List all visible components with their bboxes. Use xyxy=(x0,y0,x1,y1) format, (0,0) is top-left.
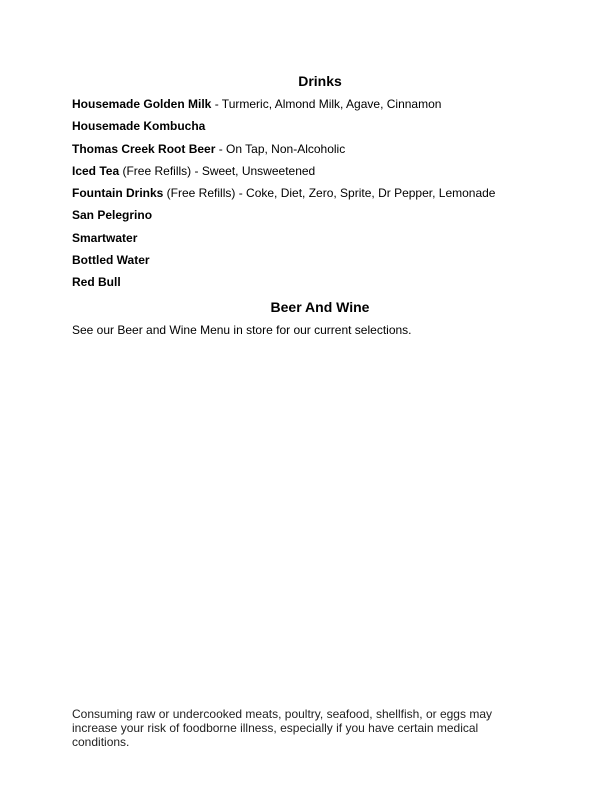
drinks-list xyxy=(72,97,572,297)
drinks-heading: Drinks xyxy=(298,73,342,89)
drink-item-smartwater xyxy=(72,231,572,253)
drink-item-name: Housemade Golden Milk xyxy=(72,97,212,111)
drink-item-red-bull xyxy=(72,275,572,297)
drink-item-name: Red Bull xyxy=(72,275,121,289)
drink-item-bottled-water xyxy=(72,253,572,275)
beer-wine-text: See our Beer and Wine Menu in store for our current selections. xyxy=(72,323,412,337)
beer-wine-heading: Beer And Wine xyxy=(270,299,370,315)
drink-item-name: San Pelegrino xyxy=(72,208,153,223)
drink-item-name: Smartwater xyxy=(72,230,138,245)
drink-item-name: Housemade Kombucha xyxy=(72,119,206,134)
drink-item-iced-tea xyxy=(72,164,572,186)
drink-item-name: Iced Tea xyxy=(72,163,120,178)
drink-item-name: Fountain Drinks xyxy=(72,186,164,200)
drink-item-fountain-drinks xyxy=(72,186,572,208)
drink-item-golden-milk xyxy=(72,97,572,119)
drink-item-root-beer xyxy=(72,142,572,164)
drink-item-name: Bottled Water xyxy=(72,252,150,267)
drink-item-note: (Free Refills) xyxy=(119,163,192,178)
drink-item-san-pelegrino xyxy=(72,208,572,230)
drink-item-description: - Turmeric, Almond Milk, Agave, Cinnamon xyxy=(211,97,442,111)
drink-item-name: Thomas Creek Root Beer xyxy=(72,141,216,156)
drink-item-description: - Sweet, Unsweetened xyxy=(191,163,316,178)
drink-item-note: (Free Refills) xyxy=(163,186,236,200)
food-safety-disclaimer: Consuming raw or undercooked meats, poultry, seafood, shellfish, or eggs may increase your risk of foodborne illness, especially if you have certain medical conditions. xyxy=(72,707,492,749)
drink-item-description: - Coke, Diet, Zero, Sprite, Dr Pepper, Lemonade xyxy=(235,186,496,200)
drink-item-kombucha xyxy=(72,119,572,141)
drink-item-description: - On Tap, Non-Alcoholic xyxy=(215,141,346,156)
